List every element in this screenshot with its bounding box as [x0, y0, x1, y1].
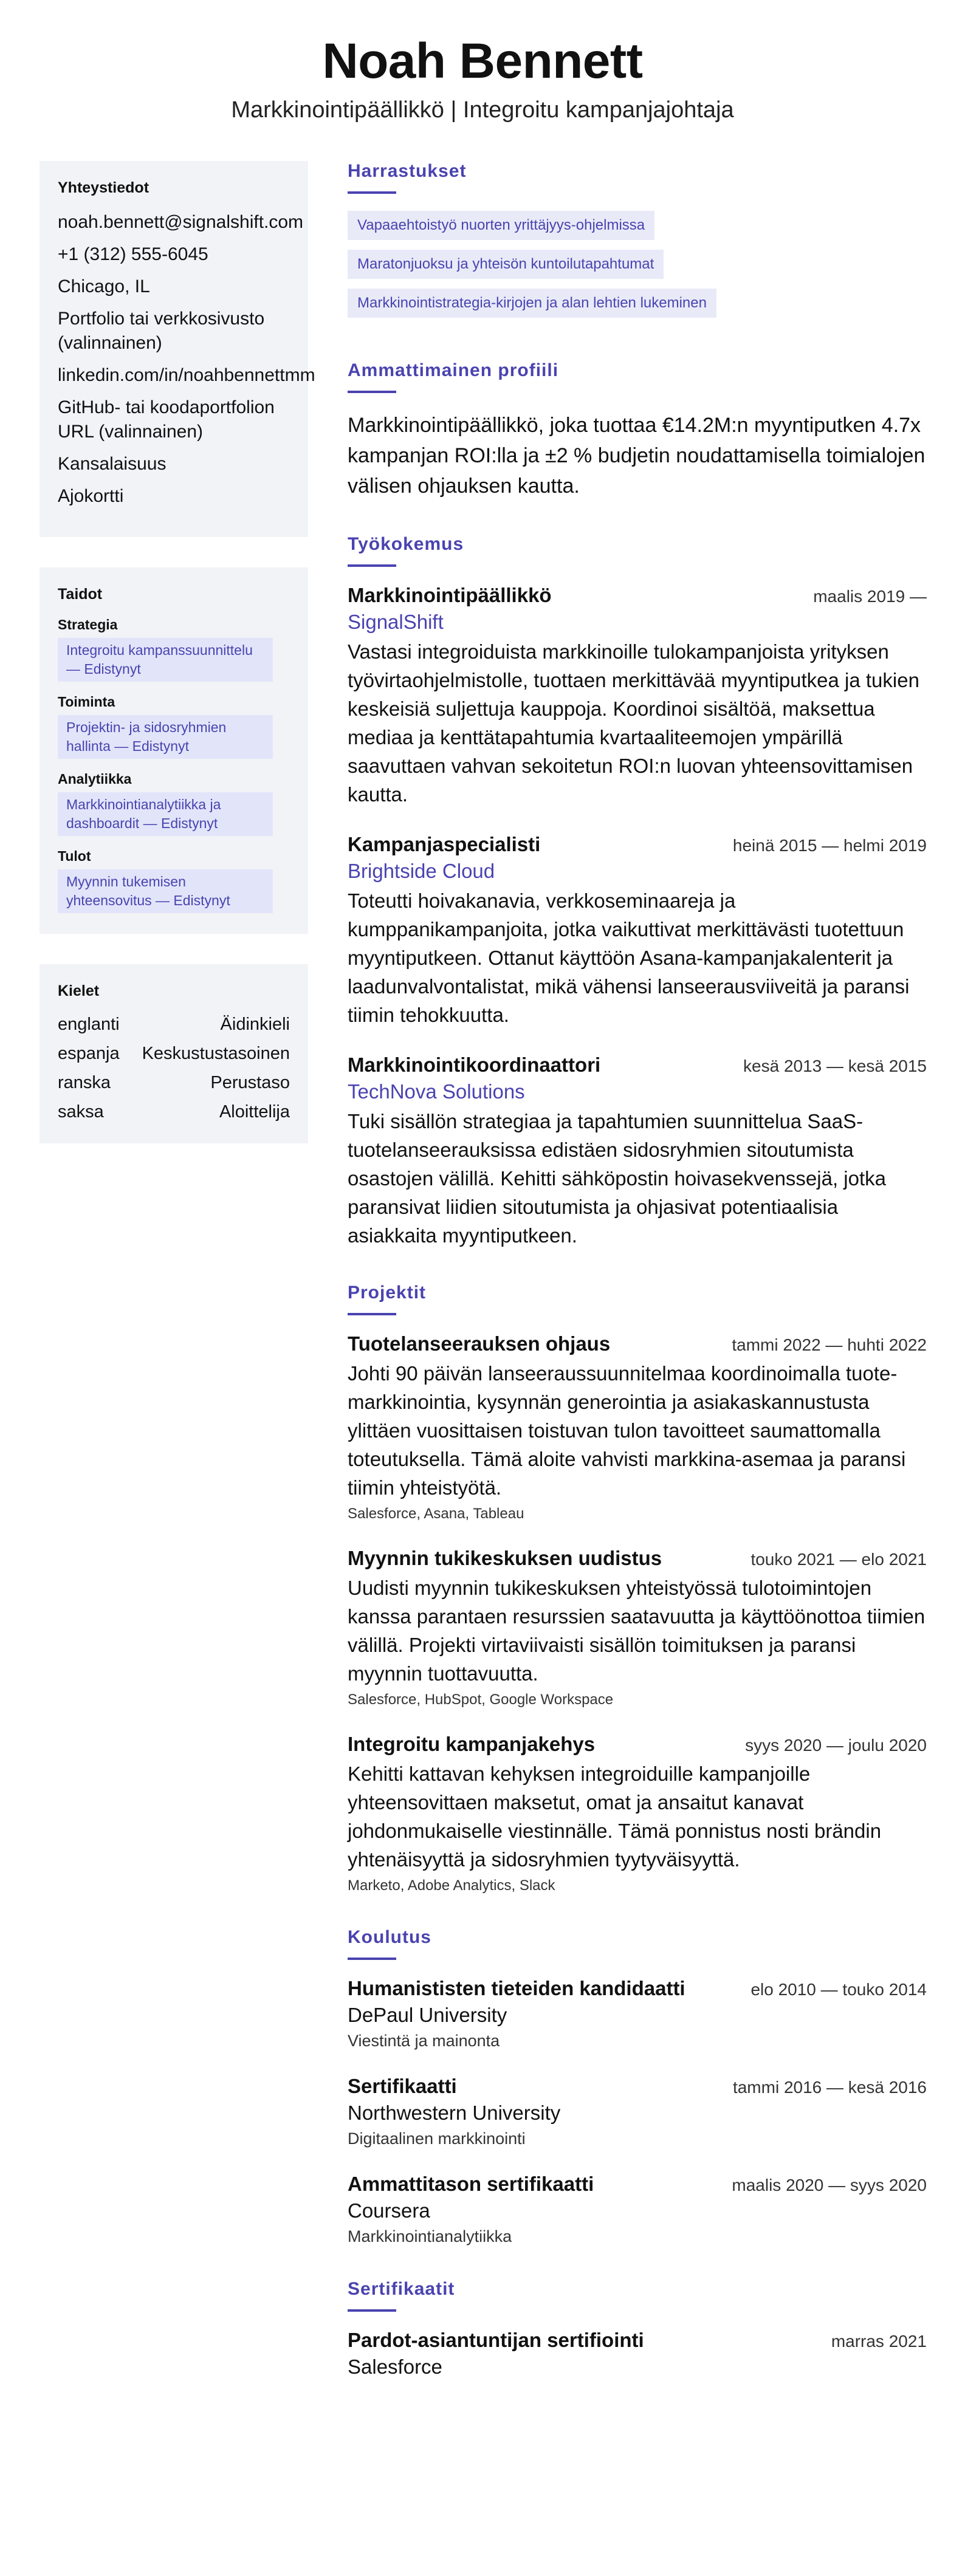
section-divider — [348, 2309, 396, 2312]
project-description: Kehitti kattavan kehyksen integroiduille kampanjoille yhteensovittaen maksetut, omat ja ansaitut kanavat johdonmukaiselle viestinnälle. Tämä ponnistus nosti brändin yhtenäisyyttä ja sidosryhmien tyytyväisyyttä. — [348, 1762, 882, 1871]
experience-entry — [348, 1053, 927, 1250]
job-description: Vastasi integroiduista markkinoille tulokampanjoista yrityksen työvirtaohjelmistolle, tuottaen merkittävää myyntiputkea ja tukien keskeisiä suljettuja kauppoja. Koordinoi sisältöä, maksettua mediaa ja kenttätapahtumia kvartaaliteemojen ympärillä saavuttaen vahvan sekoitetun ROI:n luovan yhteensovittamisen kautta. — [348, 640, 919, 806]
skill-category: Analytiikka — [58, 771, 132, 787]
language-name: espanja — [58, 1044, 120, 1063]
education-field: Viestintä ja mainonta — [348, 2032, 500, 2050]
education-entry — [348, 2075, 927, 2148]
languages-card — [39, 964, 308, 1143]
skill-chip: Integroitu kampanssuunnittelu — Edistynyt — [58, 638, 273, 682]
hobby-chip: Markkinointistrategia-kirjojen ja alan lehtien lukeminen — [348, 289, 716, 318]
job-description: Tuki sisällön strategiaa ja tapahtumien suunnittelua SaaS-tuotelanseerauksissa edistäen sidosryhmien sitoutumista osastojen välillä. Kehitti sähköpostin hoivasekvenssejä, jotka paransivat liidien sitoutumista ja ohjasivat potentiaalisia asiakkaita myyntiputkeen. — [348, 1110, 887, 1247]
skill-group — [58, 771, 290, 836]
skills-card — [39, 567, 308, 934]
contact-license: Ajokortti — [58, 486, 124, 506]
job-date: kesä 2013 — kesä 2015 — [743, 1057, 927, 1075]
person-title: Markkinointipäällikkö | Integroitu kampanjajohtaja — [231, 97, 734, 123]
project-entry — [348, 1547, 927, 1708]
project-date: syys 2020 — joulu 2020 — [745, 1736, 927, 1755]
project-tech: Marketo, Adobe Analytics, Slack — [348, 1877, 555, 1894]
education-degree: Ammattitason sertifikaatti — [348, 2173, 594, 2195]
job-company: Brightside Cloud — [348, 860, 495, 882]
education-school: Northwestern University — [348, 2102, 561, 2124]
experience-entry — [348, 584, 927, 809]
project-description: Johti 90 päivän lanseeraussuunnitelmaa koordinoimalla tuote-markkinointia, kysynnän generointia ja asiakaskannustusta ylittäen vuosittaisen toistuvan tulon tavoitteet saumattomalla toteutuksella. Tämä aloite vahvisti markkina-asemaa ja paransi tiimin yhteistyötä. — [348, 1362, 906, 1499]
certification-date: marras 2021 — [831, 2332, 927, 2351]
sidebar — [39, 161, 315, 1174]
project-title: Integroitu kampanjakehys — [348, 1733, 596, 1755]
education-field: Digitaalinen markkinointi — [348, 2129, 526, 2148]
section-divider — [348, 191, 396, 194]
skill-chip: Projektin- ja sidosryhmien hallinta — Edistynyt — [58, 715, 273, 759]
profile-text: Markkinointipäällikkö, joka tuottaa €14.2M:n myyntiputken 4.7x kampanjan ROI:lla ja ±2 % budjetin noudattamisella toimialojen välisen ohjauksen kautta. — [348, 414, 926, 498]
language-name: saksa — [58, 1102, 104, 1122]
experience-section — [348, 534, 927, 1250]
person-name: Noah Bennett — [322, 33, 643, 89]
hobby-chip: Maratonjuoksu ja yhteisön kuntoilutapahtumat — [348, 250, 664, 279]
job-description: Toteutti hoivakanavia, verkkoseminaareja ja kumppanikampanjoita, jotka vaikuttivat merkittävästi tuotettuun myyntiputkeen. Ottanut käyttöön Asana-kampanjakalenterit ja laadunvalvontalistat, mikä vähensi lanseerausviiveitä ja paransi tiimin tehokkuutta. — [348, 889, 910, 1026]
project-tech: Salesforce, HubSpot, Google Workspace — [348, 1691, 614, 1708]
certification-name: Pardot-asiantuntijan sertifiointi — [348, 2329, 644, 2351]
contact-github: GitHub- tai koodaportfolion URL (valinnainen) — [58, 397, 275, 442]
language-level: Äidinkieli — [220, 1015, 290, 1034]
language-row — [58, 1013, 290, 1035]
contact-portfolio: Portfolio tai verkkosivusto (valinnainen) — [58, 309, 265, 353]
skills-heading: Taidot — [58, 586, 103, 603]
profile-section — [348, 360, 927, 501]
projects-section — [348, 1283, 927, 1894]
contact-email: noah.bennett@signalshift.com — [58, 212, 304, 232]
section-divider — [348, 391, 396, 393]
skill-category: Toiminta — [58, 694, 115, 710]
job-title: Markkinointipäällikkö — [348, 584, 552, 606]
project-title: Tuotelanseerauksen ohjaus — [348, 1332, 611, 1355]
language-level: Keskustustasoinen — [142, 1044, 290, 1063]
education-school: DePaul University — [348, 2004, 507, 2026]
certification-entry — [348, 2329, 927, 2379]
skill-group — [58, 848, 290, 913]
hobbies-section — [348, 161, 927, 327]
contact-linkedin: linkedin.com/in/noahbennettmm — [58, 365, 315, 385]
language-row — [58, 1072, 290, 1094]
skill-group — [58, 617, 290, 682]
hobby-chip: Vapaaehtoistyö nuorten yrittäjyys-ohjelmissa — [348, 211, 654, 240]
language-name: ranska — [58, 1073, 111, 1092]
education-date: maalis 2020 — syys 2020 — [732, 2176, 927, 2194]
skill-chip: Myynnin tukemisen yhteensovitus — Edistynyt — [58, 869, 273, 913]
section-heading: Työkokemus — [348, 534, 464, 554]
section-heading: Koulutus — [348, 1927, 431, 1947]
job-title: Kampanjaspecialisti — [348, 833, 541, 855]
section-divider — [348, 1958, 396, 1960]
job-company: SignalShift — [348, 611, 444, 633]
project-title: Myynnin tukikeskuksen uudistus — [348, 1547, 662, 1569]
skill-chip: Markkinointianalytiikka ja dashboardit — Edistynyt — [58, 792, 273, 836]
language-level: Aloittelija — [219, 1102, 290, 1122]
language-name: englanti — [58, 1015, 120, 1034]
section-divider — [348, 1313, 396, 1315]
education-date: elo 2010 — touko 2014 — [750, 1980, 927, 1999]
contact-heading: Yhteystiedot — [58, 179, 149, 196]
job-date: maalis 2019 — — [813, 587, 927, 606]
language-row — [58, 1043, 290, 1064]
education-degree: Sertifikaatti — [348, 2075, 457, 2097]
section-heading: Projektit — [348, 1283, 427, 1303]
contact-location: Chicago, IL — [58, 276, 150, 296]
education-section — [348, 1927, 927, 2246]
project-date: tammi 2022 — huhti 2022 — [732, 1335, 927, 1354]
section-heading: Harrastukset — [348, 161, 467, 181]
skill-category: Strategia — [58, 617, 118, 632]
education-school: Coursera — [348, 2199, 430, 2222]
project-entry — [348, 1733, 927, 1894]
main-column — [348, 161, 927, 2411]
resume-header — [0, 0, 965, 123]
project-entry — [348, 1332, 927, 1523]
education-entry — [348, 1977, 927, 2050]
project-date: touko 2021 — elo 2021 — [750, 1550, 927, 1569]
education-entry — [348, 2173, 927, 2246]
certification-issuer: Salesforce — [348, 2355, 442, 2378]
education-field: Markkinointianalytiikka — [348, 2227, 512, 2245]
certifications-section — [348, 2279, 927, 2379]
job-date: heinä 2015 — helmi 2019 — [732, 836, 927, 855]
language-level: Perustaso — [210, 1073, 290, 1092]
project-tech: Salesforce, Asana, Tableau — [348, 1506, 524, 1522]
contact-phone: +1 (312) 555-6045 — [58, 244, 208, 264]
project-description: Uudisti myynnin tukikeskuksen yhteistyössä tulotoimintojen kanssa parantaen resurssien saatavuutta ja käyttöönottoa tiimien välillä. Projekti virtaviivaisti sisällön toimituksen ja paransi myynnin tuottavuutta. — [348, 1577, 926, 1685]
languages-heading: Kielet — [58, 982, 100, 999]
section-heading: Ammattimainen profiili — [348, 360, 559, 380]
job-company: TechNova Solutions — [348, 1080, 525, 1103]
experience-entry — [348, 833, 927, 1029]
section-divider — [348, 564, 396, 567]
education-degree: Humanististen tieteiden kandidaatti — [348, 1977, 685, 1999]
skill-category: Tulot — [58, 848, 91, 864]
section-heading: Sertifikaatit — [348, 2279, 455, 2299]
contact-citizenship: Kansalaisuus — [58, 454, 167, 474]
skill-group — [58, 694, 290, 759]
language-row — [58, 1101, 290, 1123]
education-date: tammi 2016 — kesä 2016 — [732, 2078, 927, 2097]
job-title: Markkinointikoordinaattori — [348, 1053, 601, 1076]
contact-card — [39, 161, 315, 537]
